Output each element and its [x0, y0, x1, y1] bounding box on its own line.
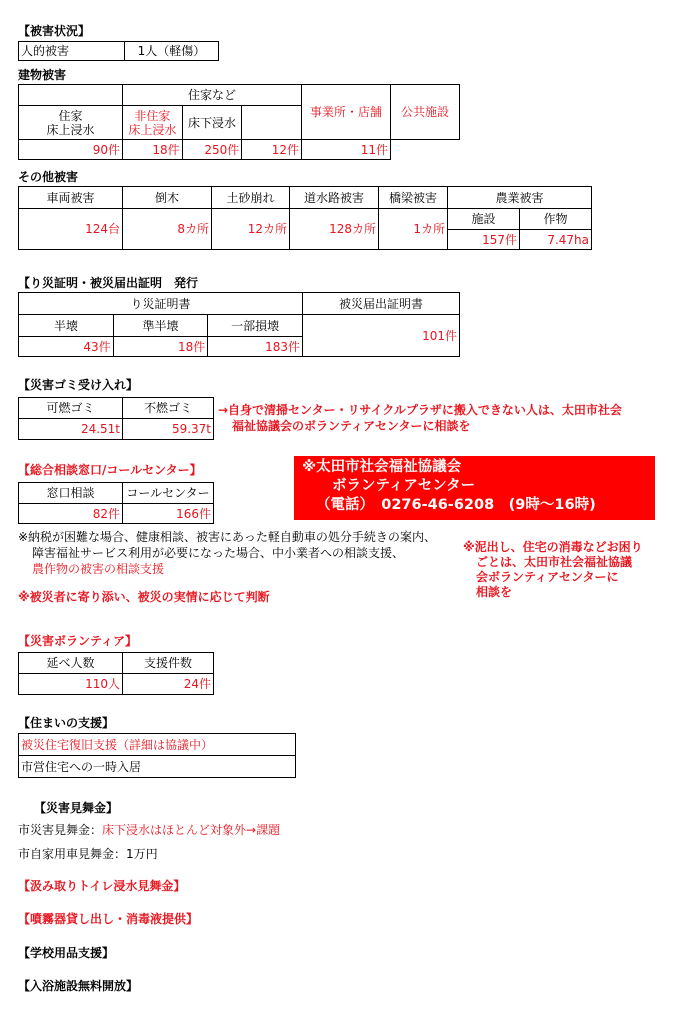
- garbage-value: 59.37t: [123, 419, 214, 440]
- consult-note2: ※被災者に寄り添い、被災の実情に応じて判断: [18, 590, 270, 604]
- other-header: 道水路被害: [290, 187, 379, 209]
- mimai-title: 【災害見舞金】: [34, 801, 119, 815]
- volunteer-table: [18, 652, 214, 695]
- sprayer-title: 【噴霧器貸し出し・消毒液提供】: [18, 912, 199, 926]
- garbage-header: 不燃ゴミ: [123, 398, 214, 419]
- building-table: [18, 84, 460, 160]
- volunteer-header: 延べ人数: [19, 653, 123, 674]
- cert-hisai-header: 被災届出証明書: [303, 293, 460, 315]
- consult-value: 82件: [19, 504, 123, 524]
- other-value: 128カ所: [290, 209, 379, 250]
- cert-value: 43件: [19, 337, 114, 357]
- other-header: 土砂崩れ: [212, 187, 290, 209]
- mimai-line1-label: 市災害見舞金：: [18, 823, 103, 837]
- other-header-agri: 農業被害: [448, 187, 592, 209]
- mimai-line1-value: 床下浸水はほとんど対象外→課題: [102, 823, 281, 837]
- building-title: 建物被害: [18, 68, 67, 82]
- consult-note1-line3: 農作物の被害の相談支援: [32, 562, 165, 576]
- building-group-header: 住家など: [123, 85, 302, 106]
- garbage-note-line1: →自身で清掃センター・リサイクルプラザに搬入できない人は、太田市社会: [218, 403, 622, 417]
- building-col-public: 公共施設: [391, 85, 460, 140]
- other-title: その他被害: [18, 170, 79, 184]
- mimai-line2: 市自家用車見舞金：1万円: [18, 847, 158, 861]
- garbage-note-line2: 福祉協議会のボランティアセンターに相談を: [232, 419, 471, 433]
- agri-value: 157件: [448, 230, 520, 250]
- agri-sub-facility: 施設: [448, 209, 520, 230]
- building-col-office: 事業所・店舗: [302, 85, 391, 140]
- garbage-title: 【災害ゴミ受け入れ】: [18, 378, 139, 392]
- other-value: 12カ所: [212, 209, 290, 250]
- mud-note-line4: 相談を: [476, 585, 513, 599]
- cert-sub: 半壊: [19, 315, 114, 337]
- bath-title: 【入浴施設無料開放】: [18, 979, 139, 993]
- mud-note-line1: ※泥出し、住宅の消毒などお困り: [463, 540, 643, 554]
- consult-table: [18, 482, 214, 524]
- garbage-table: [18, 397, 214, 440]
- cert-value: 183件: [208, 337, 303, 357]
- redbox-line3: （電話） 0276-46-6208 (9時～16時): [316, 497, 596, 513]
- volunteer-header: 支援件数: [123, 653, 214, 674]
- building-blank: [19, 85, 123, 106]
- consult-header: 窓口相談: [19, 483, 123, 504]
- consult-title: 【総合相談窓口/コールセンター】: [18, 463, 202, 477]
- mimai-line1: [18, 823, 280, 838]
- other-header: 倒木: [123, 187, 212, 209]
- building-value: 90件: [19, 140, 123, 160]
- human-damage-label: 人的被害: [19, 42, 125, 61]
- housing-row2: 市営住宅への一時入居: [19, 756, 296, 778]
- cert-value: 18件: [113, 337, 208, 357]
- human-damage-table: [18, 41, 219, 61]
- garbage-header: 可燃ゴミ: [19, 398, 123, 419]
- building-value: 11件: [302, 140, 391, 160]
- cert-sub: 一部損壊: [208, 315, 303, 337]
- cert-hisai-value: 101件: [303, 315, 460, 357]
- other-header: 車両被害: [19, 187, 123, 209]
- consult-value: 166件: [123, 504, 214, 524]
- agri-value: 7.47ha: [520, 230, 592, 250]
- agri-sub-crop: 作物: [520, 209, 592, 230]
- mud-note-line2: ごとは、太田市社会福祉協議: [476, 555, 633, 569]
- redbox-line2: ボランティアセンター: [332, 478, 476, 494]
- building-value: 250件: [182, 140, 242, 160]
- consult-note1-line1: ※納税が困難な場合、健康相談、被害にあった軽自動車の処分手続きの案内、: [18, 530, 436, 544]
- volunteer-value: 110人: [19, 674, 123, 695]
- building-value: 12件: [242, 140, 302, 160]
- mud-note-line3: 会ボランティアセンターに: [476, 570, 619, 584]
- housing-title: 【住まいの支援】: [18, 716, 115, 730]
- consult-header: コールセンター: [123, 483, 214, 504]
- volunteer-title: 【災害ボランティア】: [18, 634, 138, 648]
- toilet-title: 【汲み取りトイレ浸水見舞金】: [18, 879, 186, 893]
- consult-note1-line2: 障害福祉サービス利用が必要になった場合、中小業者への相談支援、: [32, 546, 405, 560]
- cert-sub: 準半壊: [113, 315, 208, 337]
- cert-table: [18, 292, 460, 357]
- cert-rsai-header: り災証明書: [19, 293, 303, 315]
- volunteer-center-box: [294, 456, 655, 520]
- school-title: 【学校用品支援】: [18, 946, 115, 960]
- garbage-value: 24.51t: [19, 419, 123, 440]
- other-header: 橋梁被害: [379, 187, 448, 209]
- building-col-under: 床下浸水: [182, 106, 242, 140]
- building-col-house: 住家 床上浸水: [19, 106, 123, 140]
- cert-title: 【り災証明・被災届出証明 発行: [18, 276, 199, 290]
- volunteer-value: 24件: [123, 674, 214, 695]
- building-value: 18件: [123, 140, 183, 160]
- human-damage-value: 1人（軽傷）: [125, 42, 219, 61]
- housing-table: [18, 733, 296, 778]
- redbox-line1: ※太田市社会福祉協議会: [302, 459, 462, 475]
- other-value: 8カ所: [123, 209, 212, 250]
- damage-title: 【被害状況】: [18, 24, 91, 38]
- housing-row1: 被災住宅復旧支援（詳細は協議中）: [19, 734, 296, 756]
- other-table: [18, 186, 592, 250]
- other-value: 1カ所: [379, 209, 448, 250]
- other-value: 124台: [19, 209, 123, 250]
- building-col-nonhouse: 非住家 床上浸水: [123, 106, 183, 140]
